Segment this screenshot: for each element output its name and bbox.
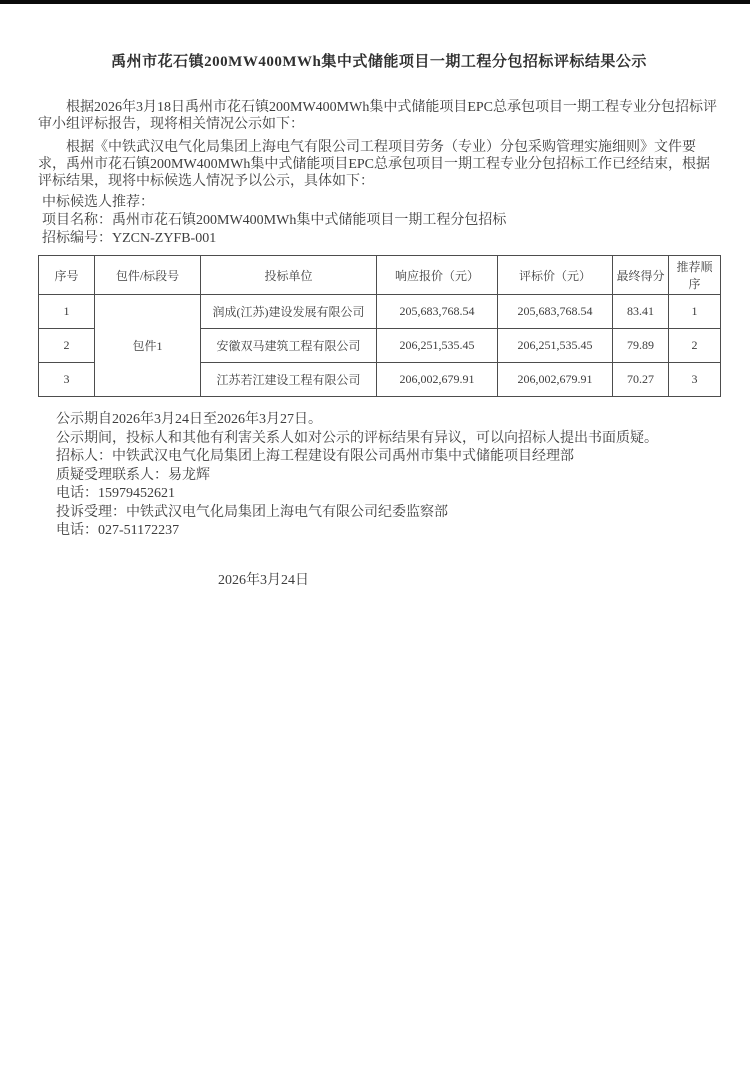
bidder-cell: 润成(江苏)建设发展有限公司 <box>201 295 377 329</box>
score-cell: 83.41 <box>613 295 669 329</box>
complaint-phone-line: 电话：027-51172237 <box>56 523 180 538</box>
eval-price-cell: 205,683,768.54 <box>498 295 613 329</box>
eval-price-cell: 206,251,535.45 <box>498 329 613 363</box>
bid-price-cell: 206,251,535.45 <box>377 329 498 363</box>
intro-paragraph-2: 根据《中铁武汉电气化局集团上海电气有限公司工程项目劳务（专业）分包采购管理实施细则》文件要求，禹州市花石镇200MW400MWh集中式储能项目EPC总承包项目一期工程专业分包招标工作已经结束，根据评标结果，现将中标候选人情况予以公示，具体如下： <box>38 140 710 189</box>
publish-date: 2026年3月24日 <box>218 572 309 588</box>
header-eval-price: 评标价（元） <box>498 256 613 295</box>
project-name-line: 项目名称：禹州市花石镇200MW400MWh集中式储能项目一期工程分包招标 <box>42 213 507 228</box>
score-cell: 70.27 <box>613 363 669 397</box>
closing-section <box>38 411 720 541</box>
tender-number-line: 招标编号：YZCN-ZYFB-001 <box>42 231 217 246</box>
header-package: 包件/标段号 <box>95 256 201 295</box>
contact-person-line: 质疑受理联系人：易龙辉 <box>56 467 210 483</box>
intro-section <box>38 99 720 190</box>
bid-price-cell: 205,683,768.54 <box>377 295 498 329</box>
document-title: 禹州市花石镇200MW400MWh集中式储能项目一期工程分包招标评标结果公示 <box>111 54 647 70</box>
contact-phone-line: 电话：15979452621 <box>56 486 175 501</box>
evaluation-results-table <box>38 255 721 397</box>
objection-note-line: 公示期间，投标人和其他有利害关系人如对公示的评标结果有异议，可以向招标人提出书面质疑。 <box>56 430 658 446</box>
rank-cell: 2 <box>669 329 721 363</box>
serial-cell: 3 <box>39 363 95 397</box>
serial-cell: 1 <box>39 295 95 329</box>
candidates-heading: 中标候选人推荐： <box>42 195 154 210</box>
score-cell: 79.89 <box>613 329 669 363</box>
rank-cell: 1 <box>669 295 721 329</box>
bidder-cell: 安徽双马建筑工程有限公司 <box>201 329 377 363</box>
bid-price-cell: 206,002,679.91 <box>377 363 498 397</box>
top-edge-bar <box>0 0 750 4</box>
table-header-row <box>39 256 721 295</box>
package-cell: 包件1 <box>95 295 201 397</box>
header-bidder: 投标单位 <box>201 256 377 295</box>
eval-price-cell: 206,002,679.91 <box>498 363 613 397</box>
header-bid-price: 响应报价（元） <box>377 256 498 295</box>
rank-cell: 3 <box>669 363 721 397</box>
announcement-document <box>0 50 750 589</box>
intro-paragraph-1: 根据2026年3月18日禹州市花石镇200MW400MWh集中式储能项目EPC总承包项目一期工程专业分包招标评审小组评标报告，现将相关情况公示如下： <box>38 100 717 132</box>
complaint-dept-line: 投诉受理：中铁武汉电气化局集团上海电气有限公司纪委监察部 <box>56 504 448 520</box>
header-final-score: 最终得分 <box>613 256 669 295</box>
tenderer-line: 招标人：中铁武汉电气化局集团上海工程建设有限公司禹州市集中式储能项目经理部 <box>56 449 574 464</box>
bidder-cell: 江苏若江建设工程有限公司 <box>201 363 377 397</box>
serial-cell: 2 <box>39 329 95 363</box>
table-row <box>39 295 721 329</box>
header-serial: 序号 <box>39 256 95 295</box>
header-rank: 推荐顺序 <box>669 256 721 295</box>
publicity-period-line: 公示期自2026年3月24日至2026年3月27日。 <box>56 412 322 427</box>
